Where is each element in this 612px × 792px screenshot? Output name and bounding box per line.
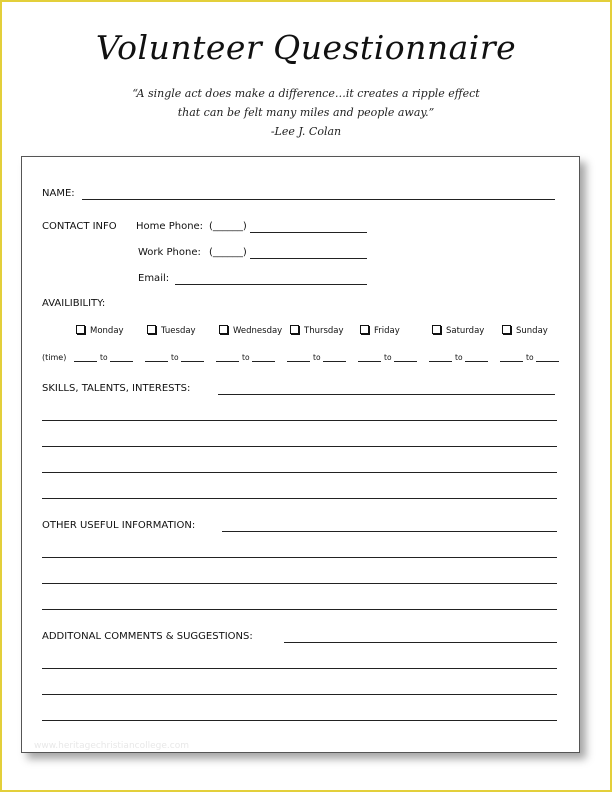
checkbox-icon[interactable] [502, 325, 511, 334]
checkbox-icon[interactable] [290, 325, 299, 334]
day-sunday[interactable]: Sunday [502, 325, 548, 336]
time-end-field[interactable] [465, 361, 488, 362]
quote-author: -Lee J. Colan [270, 125, 342, 138]
quote-block [2, 84, 610, 141]
time-end-field[interactable] [394, 361, 417, 362]
work-phone-label: Work Phone: [138, 247, 201, 258]
checkbox-icon[interactable] [219, 325, 228, 334]
skills-field-line[interactable] [42, 472, 557, 473]
to-label: to [313, 353, 321, 362]
questionnaire-form [21, 156, 580, 753]
comments-field-line[interactable] [42, 694, 557, 695]
home-phone-area-code[interactable]: (______) [209, 221, 247, 232]
other-info-label: OTHER USEFUL INFORMATION: [42, 520, 196, 531]
time-label: (time) [42, 353, 67, 362]
time-end-field[interactable] [181, 361, 204, 362]
watermark: www.heritagechristiancollege.com [34, 741, 189, 751]
comments-label: ADDITONAL COMMENTS & SUGGESTIONS: [42, 631, 253, 642]
to-label: to [242, 353, 250, 362]
work-phone-field[interactable] [250, 258, 367, 259]
skills-field-line[interactable] [42, 446, 557, 447]
time-start-field[interactable] [74, 361, 97, 362]
skills-label: SKILLS, TALENTS, INTERESTS: [42, 383, 191, 394]
day-tuesday[interactable]: Tuesday [147, 325, 196, 336]
email-field[interactable] [175, 284, 367, 285]
checkbox-icon[interactable] [360, 325, 369, 334]
checkbox-icon[interactable] [147, 325, 156, 334]
quote-line-1: “A single act does make a difference…it creates a ripple effect [132, 87, 480, 100]
time-start-field[interactable] [287, 361, 310, 362]
to-label: to [384, 353, 392, 362]
contact-info-label: CONTACT INFO [42, 221, 117, 232]
comments-field-line[interactable] [42, 720, 557, 721]
home-phone-field[interactable] [250, 232, 367, 233]
day-wednesday[interactable]: Wednesday [219, 325, 282, 336]
day-saturday[interactable]: Saturday [432, 325, 484, 336]
day-friday[interactable]: Friday [360, 325, 400, 336]
to-label: to [526, 353, 534, 362]
time-end-field[interactable] [323, 361, 346, 362]
day-thursday[interactable]: Thursday [290, 325, 344, 336]
name-label: NAME: [42, 188, 75, 199]
day-monday[interactable]: Monday [76, 325, 124, 336]
time-end-field[interactable] [536, 361, 559, 362]
comments-field-line[interactable] [42, 668, 557, 669]
time-start-field[interactable] [358, 361, 381, 362]
checkbox-icon[interactable] [432, 325, 441, 334]
checkbox-icon[interactable] [76, 325, 85, 334]
skills-field-line[interactable] [218, 394, 555, 395]
to-label: to [455, 353, 463, 362]
to-label: to [100, 353, 108, 362]
other-info-field-line[interactable] [222, 531, 557, 532]
to-label: to [171, 353, 179, 362]
time-end-field[interactable] [110, 361, 133, 362]
page-title: Volunteer Questionnaire [95, 28, 517, 67]
time-start-field[interactable] [216, 361, 239, 362]
skills-field-line[interactable] [42, 420, 557, 421]
email-label: Email: [138, 273, 170, 284]
time-end-field[interactable] [252, 361, 275, 362]
other-info-field-line[interactable] [42, 557, 557, 558]
comments-field-line[interactable] [284, 642, 557, 643]
quote-line-2: that can be felt many miles and people away.” [177, 106, 435, 119]
time-start-field[interactable] [429, 361, 452, 362]
home-phone-label: Home Phone: [136, 221, 204, 232]
work-phone-area-code[interactable]: (______) [209, 247, 247, 258]
other-info-field-line[interactable] [42, 609, 557, 610]
availability-label: AVAILIBILITY: [42, 298, 106, 309]
time-start-field[interactable] [145, 361, 168, 362]
name-field[interactable] [82, 199, 555, 200]
skills-field-line[interactable] [42, 498, 557, 499]
time-start-field[interactable] [500, 361, 523, 362]
other-info-field-line[interactable] [42, 583, 557, 584]
